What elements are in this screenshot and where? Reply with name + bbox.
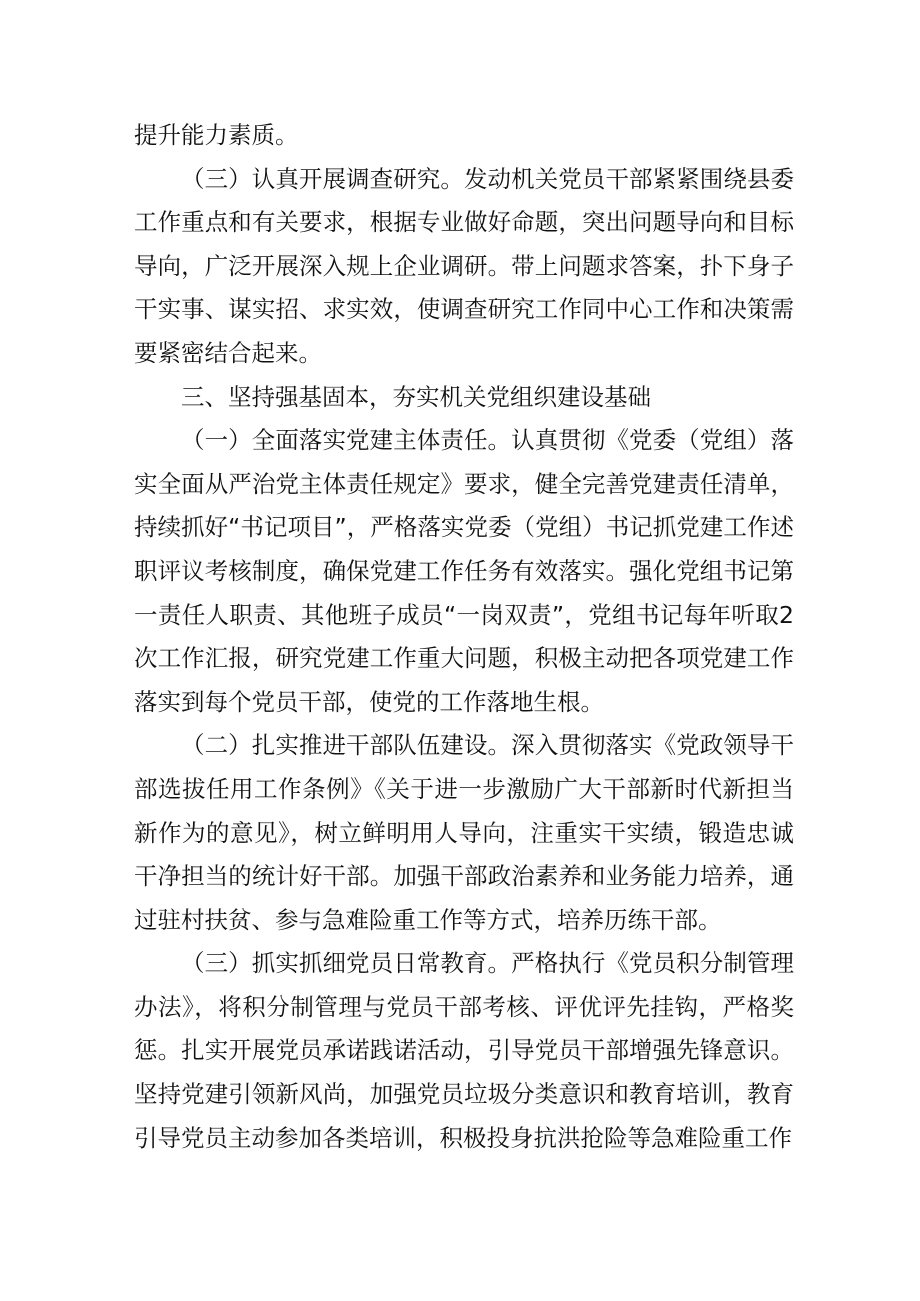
document-body (134, 114, 794, 1160)
paragraph-research: （三）认真开展调查研究。发动机关党员干部紧紧围绕县委工作重点和有关要求，根据专业做好命题，突出问题导向和目标导向，广泛开展深入规上企业调研。带上问题求答案，扑下身子干实事、谋实招、求实效，使调查研究工作同中心工作和决策需要紧密结合起来。 (134, 164, 794, 367)
paragraph-cadre-building: （二）扎实推进干部队伍建设。深入贯彻落实《党政领导干部选拔任用工作条例》《关于进一步激励广大干部新时代新担当新作为的意见》，树立鲜明用人导向，注重实干实绩，锻造忠诚干净担当的统计好干部。加强干部政治素养和业务能力培养，通过驻村扶贫、参与急难险重工作等方式，培养历练干部。 (134, 731, 794, 934)
paragraph-member-education: （三）抓实抓细党员日常教育。严格执行《党员积分制管理办法》，将积分制管理与党员干部考核、评优评先挂钩，严格奖惩。扎实开展党员承诺践诺活动，引导党员干部增强先锋意识。坚持党建引领新风尚，加强党员垃圾分类意识和教育培训，教育引导党员主动参加各类培训，积极投身抗洪抢险等急难险重工作 (134, 949, 794, 1152)
section-heading-three: 三、坚持强基固本，夯实机关党组织建设基础 (181, 382, 651, 411)
paragraph-continuation: 提升能力素质。 (134, 121, 299, 149)
paragraph-party-responsibility: （一）全面落实党建主体责任。认真贯彻《党委（党组）落实全面从严治党主体责任规定》要求，健全完善党建责任清单，持续抓好“书记项目”，严格落实党委（党组）书记抓党建工作述职评议考核制度，确保党建工作任务有效落实。强化党组书记第一责任人职责、其他班子成员“一岗双责”，党组书记每年听取2次工作汇报，研究党建工作重大问题，积极主动把各项党建工作落实到每个党员干部，使党的工作落地生根。 (134, 426, 794, 716)
